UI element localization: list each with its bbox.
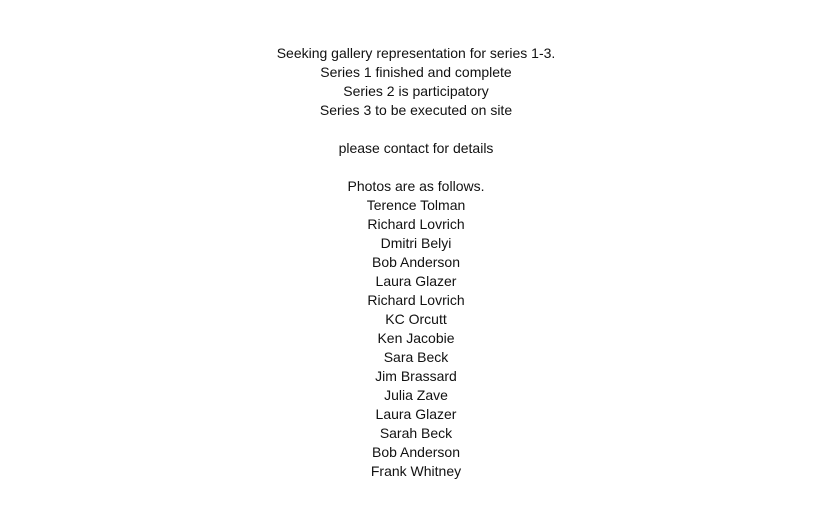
photo-credit: Laura Glazer — [375, 406, 457, 422]
photo-credit: Bob Anderson — [372, 254, 460, 270]
photo-credit: Richard Lovrich — [367, 292, 465, 308]
photo-credit: Sara Beck — [383, 349, 449, 365]
photo-credit: Dmitri Belyi — [380, 235, 452, 251]
intro-line: Series 1 finished and complete — [320, 64, 512, 80]
spacer — [0, 120, 832, 139]
photo-credit: Terence Tolman — [366, 197, 466, 213]
photo-credit: Jim Brassard — [375, 368, 457, 384]
document-body — [0, 44, 832, 481]
photo-credit: Laura Glazer — [375, 273, 457, 289]
photo-credit: KC Orcutt — [385, 311, 447, 327]
contact-text: please contact for details — [338, 140, 494, 156]
photo-credits-list — [0, 196, 832, 481]
photo-credit: Bob Anderson — [372, 444, 460, 460]
photos-heading: Photos are as follows. — [347, 178, 485, 194]
photo-credit: Ken Jacobie — [377, 330, 455, 346]
photo-credit: Sarah Beck — [379, 425, 453, 441]
photo-credit: Frank Whitney — [370, 463, 462, 479]
intro-block — [0, 44, 832, 120]
photo-credit: Julia Zave — [384, 387, 448, 403]
intro-line: Seeking gallery representation for series 1-3. — [276, 45, 556, 61]
intro-line: Series 3 to be executed on site — [319, 102, 513, 118]
photo-credit: Richard Lovrich — [367, 216, 465, 232]
intro-line: Series 2 is participatory — [343, 83, 489, 99]
spacer — [0, 158, 832, 177]
